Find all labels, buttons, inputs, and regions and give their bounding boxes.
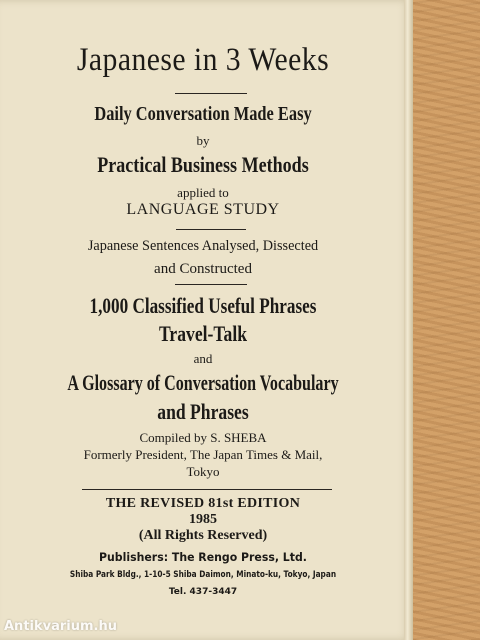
compiler-credit: Compiled by S. SHEBA xyxy=(139,430,267,445)
publisher-address: Shiba Park Bldg., 1-10-5 Shiba Daimon, Minato-ku, Tokyo, Japan xyxy=(69,570,337,580)
book-title: Japanese in 3 Weeks xyxy=(76,42,330,78)
wooden-background xyxy=(405,0,480,640)
divider-rule xyxy=(175,284,247,285)
divider-rule xyxy=(82,489,332,490)
edition-year: 1985 xyxy=(189,512,217,527)
edition-text: THE REVISED 81st EDITION xyxy=(105,496,301,511)
sentences-line-1: Japanese Sentences Analysed, Dissected xyxy=(87,238,319,254)
divider-rule xyxy=(175,93,247,94)
divider-rule xyxy=(176,229,246,230)
glossary-heading-line-2: and Phrases xyxy=(157,399,249,424)
and-text: and xyxy=(193,351,213,366)
methods-heading: Practical Business Methods xyxy=(97,152,309,177)
compiler-title: Formerly President, The Japan Times & Mail, xyxy=(83,447,323,462)
by-text: by xyxy=(196,133,210,148)
applied-to-text: applied to xyxy=(177,185,229,200)
publisher-text: Publishers: The Rengo Press, Ltd. xyxy=(99,550,307,564)
rights-text: (All Rights Reserved) xyxy=(138,528,268,543)
publisher-telephone: Tel. 437-3447 xyxy=(168,587,238,597)
language-study-heading: LANGUAGE STUDY xyxy=(126,201,280,218)
watermark: Antikvarium.hu xyxy=(4,619,117,634)
phrases-heading-line-2: Travel-Talk xyxy=(158,321,247,346)
phrases-heading-line-1: 1,000 Classified Useful Phrases xyxy=(89,293,317,318)
page-edge xyxy=(404,0,413,640)
sentences-line-2: and Constructed xyxy=(154,261,252,277)
subtitle: Daily Conversation Made Easy xyxy=(94,103,312,125)
compiler-city: Tokyo xyxy=(186,464,220,479)
glossary-heading-line-1: A Glossary of Conversation Vocabulary xyxy=(67,370,339,395)
